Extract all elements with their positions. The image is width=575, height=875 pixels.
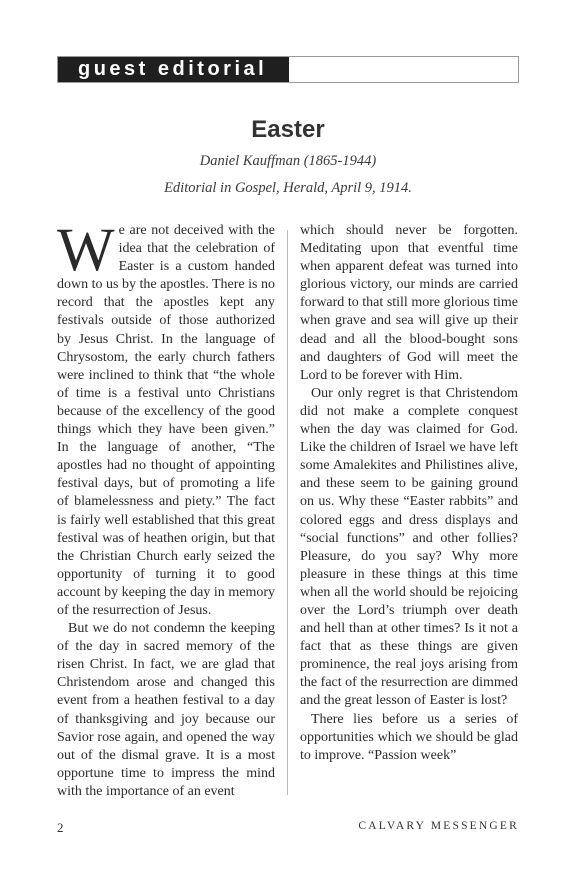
paragraph: But we do not condemn the keeping of the day in sacred memory of the risen Christ. In fact, we are glad that Christendom arose and changed this event from a heathen festival to a day of thanksgiving and joy because our Savior rose again, and opened the way out of the dismal grave. It is a most opportune time to impress the mind with the importance of an event: [57, 621, 275, 799]
paragraph: [57, 217, 275, 620]
section-banner: [57, 56, 519, 83]
paragraph: which should never be forgotten. Meditating upon that eventful time when apparent defeat was turned into glorious victory, our minds are carried forward to that still more glorious time when grave and sea will give up their dead and all the blood-bought sons and daughters of God will meet the Lord to be forever with Him.: [300, 223, 518, 383]
paragraph: Our only regret is that Christendom did not make a complete conquest when the day was claimed for God. Like the children of Israel we have left some Amalekites and Philistines alive, and these seem to be gaining ground on us. Why these “Easter rabbits” and colored eggs and dress displays and “social functions” and other follies? Pleasure, do you say? Why more pleasure in these things at this time when all the world should be rejoicing over the Lord’s triumph over death and hell than at other times? Is it not a fact that as these things are given prominence, the real joys arising from the fact of the resurrection are dimmed and the great lesson of Easter is lost?: [300, 385, 518, 709]
article-source: Editorial in Gospel, Herald, April 9, 1914.: [164, 180, 412, 196]
page-number: 2: [57, 820, 64, 835]
paragraph: There lies before us a series of opportunities which we should be glad to improve. “Passion week”: [300, 711, 518, 763]
right-column: [300, 222, 518, 765]
paragraph-text: e are not deceived with the idea that the celebration of Easter is a custom handed down to us by the apostles. There is no record that the apostles kept any festivals outside of those authorized by Jesus Christ. In the language of Chrysostom, the early church fathers were inclined to think that “the whole of time is a festival unto Christians because of the excellency of the good things which they have been given.” In the language of another, “The apostles had no thought of appointing festival days, but of promoting a life of blamelessness and piety.” The fact is fairly well established that this great festival was of heathen origin, but that the Christian Church early seized the opportunity of turning it to good account by keeping the day in memory of the resurrection of Jesus.: [57, 223, 275, 618]
left-column: [57, 217, 275, 801]
drop-cap: W: [57, 217, 115, 284]
section-label: guest editorial: [58, 57, 289, 82]
article-title: Easter: [251, 116, 325, 143]
article-author: Daniel Kauffman (1865-1944): [199, 153, 377, 169]
column-divider: [287, 230, 288, 795]
publication-name: CALVARY MESSENGER: [358, 820, 519, 832]
